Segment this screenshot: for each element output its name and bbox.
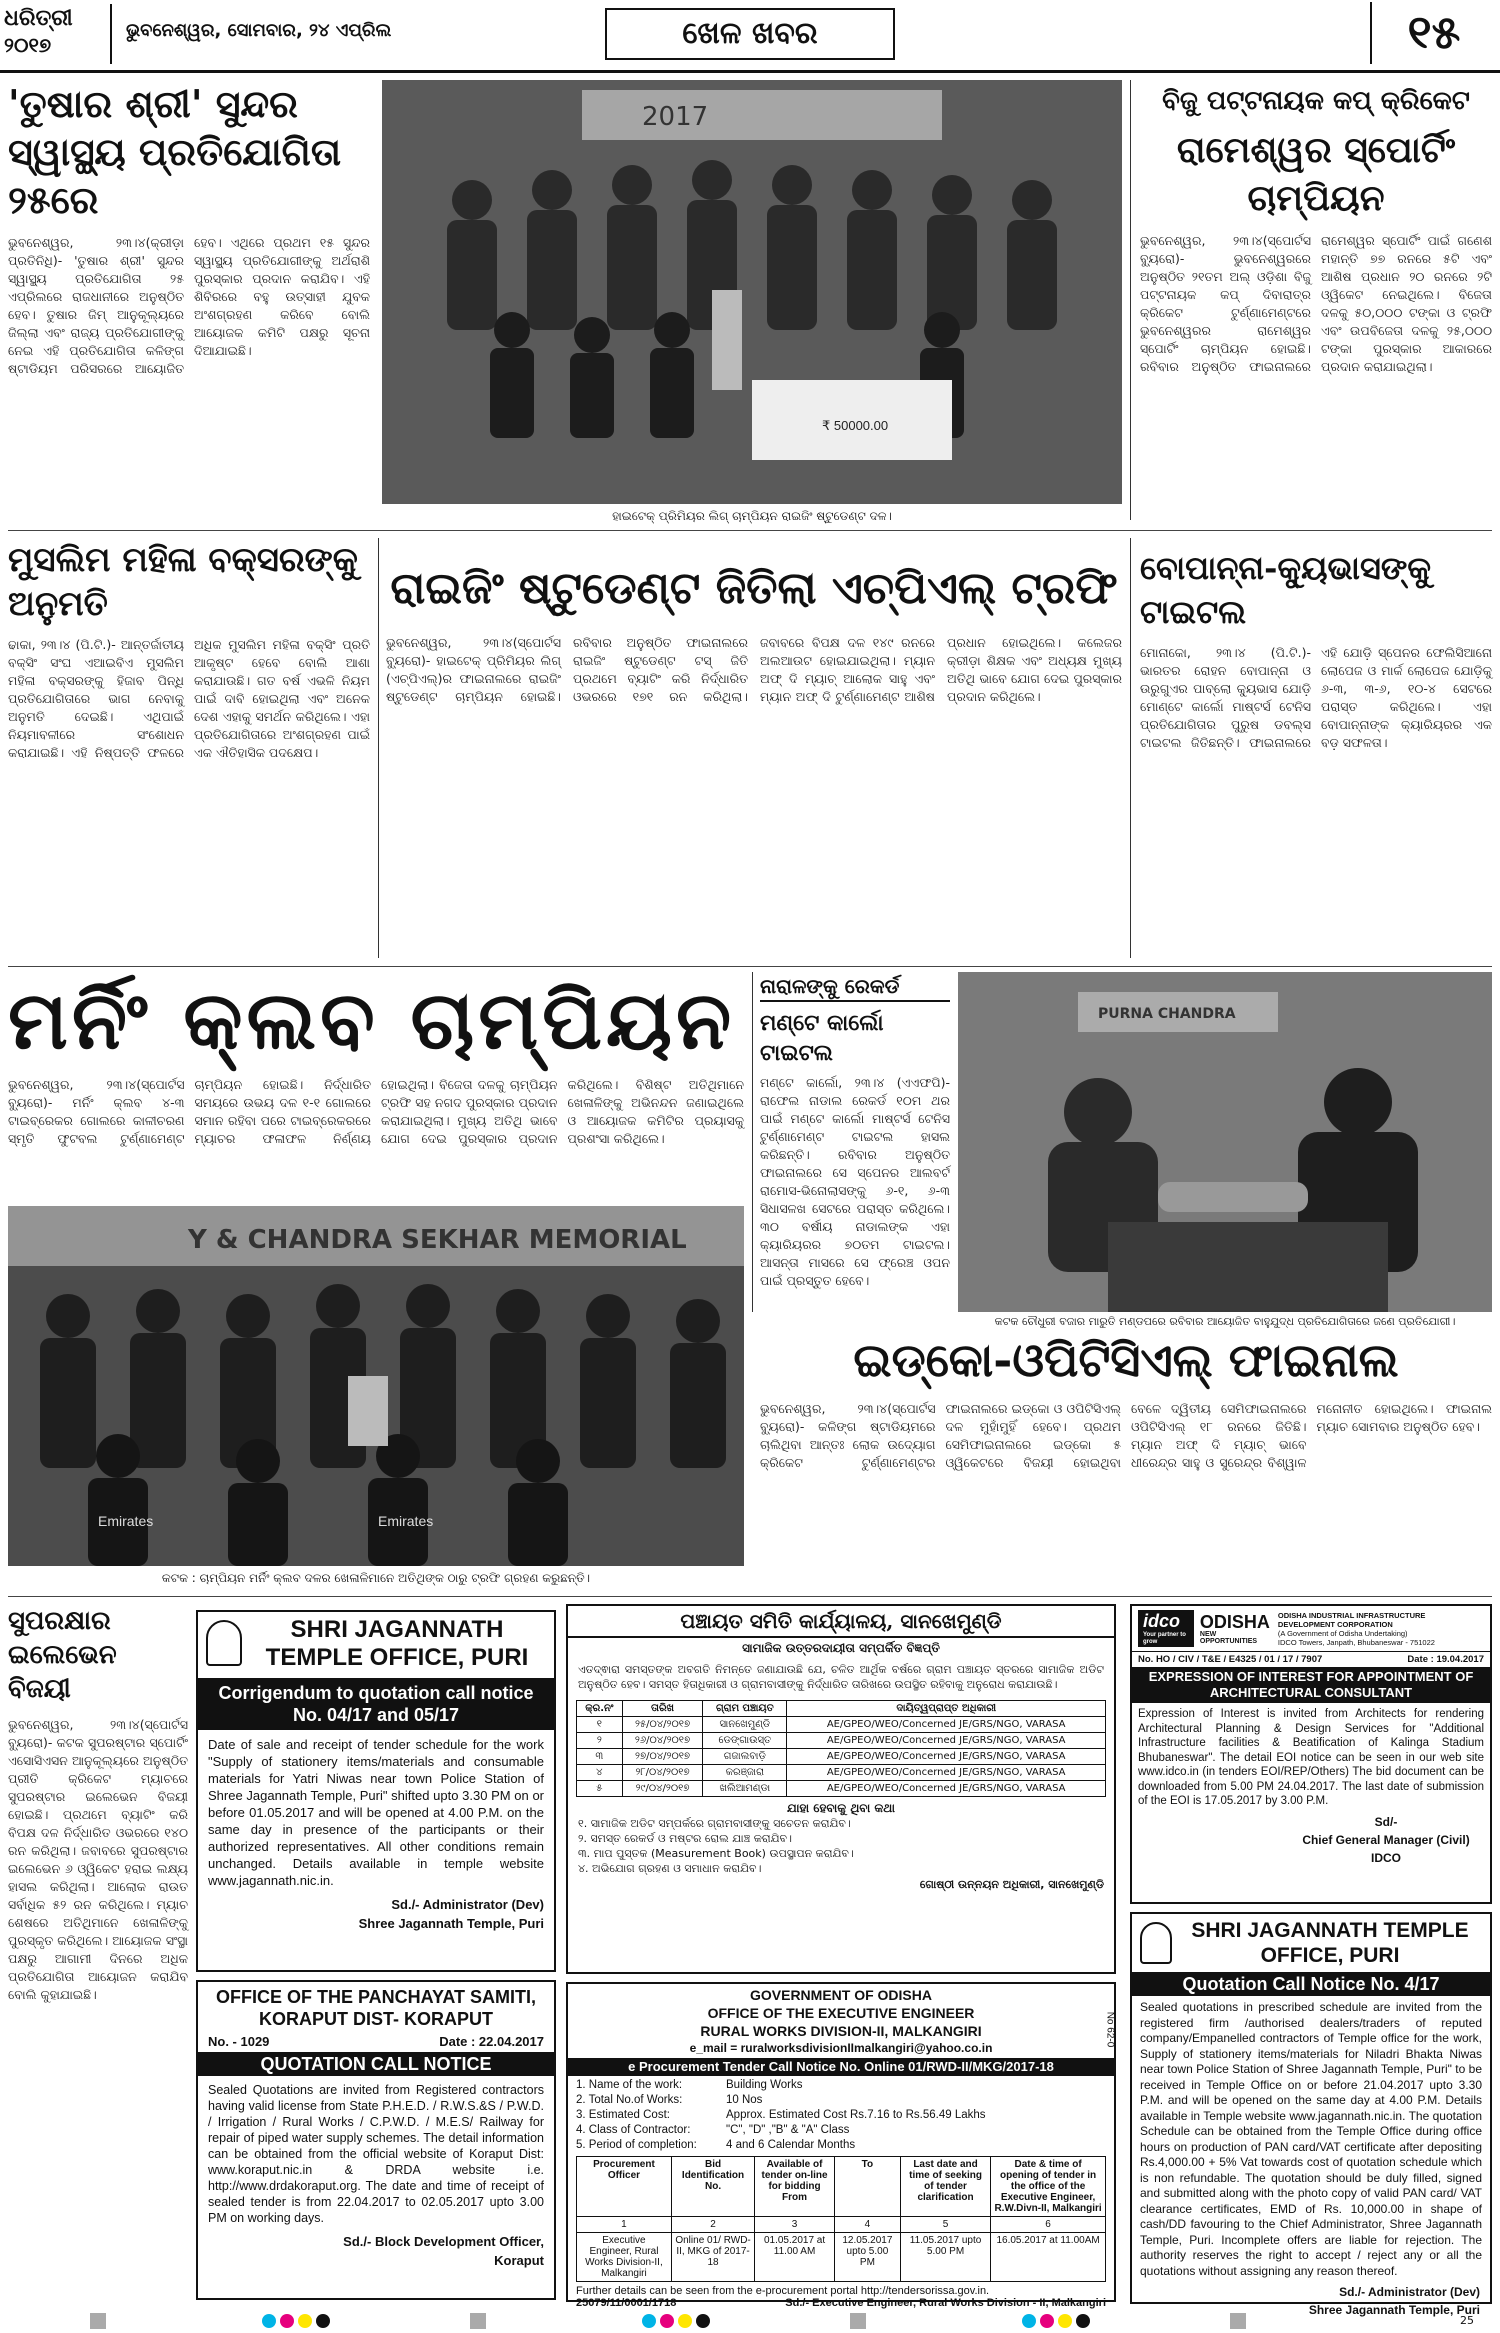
divider xyxy=(8,966,1492,967)
field-label: 2. Total No.of Works: xyxy=(576,2094,683,2106)
ad-notice-bar: Quotation Call Notice No. 4/17 xyxy=(1132,1972,1490,1996)
field-value: 10 Nos xyxy=(726,2094,763,2106)
col-divider xyxy=(1130,80,1131,520)
masthead xyxy=(0,0,1500,70)
table-cell: ୫ xyxy=(577,1781,623,1797)
ad-temple-quotation xyxy=(1130,1912,1492,2317)
ad-meta xyxy=(198,2034,554,2049)
ad-ref: 25079/11/0001/1718 xyxy=(576,2297,677,2309)
newspaper-logo xyxy=(4,4,112,64)
story-nadal xyxy=(760,972,950,1312)
ad-field-row xyxy=(576,2138,1106,2153)
ad-sign: Sd./- Administrator (Dev) xyxy=(391,1897,544,1912)
morning-club-photo xyxy=(8,1206,744,1566)
story-headline: ବୋପାନ୍ନା-କ୍ୟୁଭାସଙ୍କୁ ଟାଇଟଲ xyxy=(1140,549,1431,631)
story-body: ଭୁବନେଶ୍ୱର, ୨୩।୪(ସ୍ପୋର୍ଟସ ବ୍ୟୁରୋ)- କଳିଙ୍ଗ ଷ୍ଟାଡିୟମରେ ଚାଲିଥିବା ଆନ୍ତଃ ଲୋକ ଉଦ୍ୟୋଗ କ୍ରିକେଟ ଟୁର୍ଣ୍ଣାମେଣ୍ଟର ଫାଇନାଲରେ ଇଡ୍‌କୋ ଓ ଓପିଟିସିଏଲ୍ ଦଳ ମୁହାଁମୁହିଁ ହେବେ। ପ୍ରଥମ ସେମିଫାଇନାଲରେ ଇଡ୍‌କୋ ୫ ଓ୍ୱିକେଟରେ ବିଜୟୀ ହୋଇଥିବା ବେଳେ ଦ୍ୱିତୀୟ ସେମିଫାଇନାଲରେ ଓପିଟିସିଏଲ୍ ୧୮ ରନରେ ଜିତିଛି। ମ୍ୟାନ ଅଫ୍ ଦି ମ୍ୟାଚ୍ ଭାବେ ଧୀରେନ୍ଦ୍ର ସାହୁ ଓ ସୁରେନ୍ଦ୍ର ବିଶ୍ୱାଳ ମନୋନୀତ ହୋଇଥିଲେ। ଫାଇନାଲ ମ୍ୟାଚ ସୋମବାର ଅନୁଷ୍ଠିତ ହେବ। xyxy=(760,1401,1492,1470)
table-header: କ୍ର.ନଂ xyxy=(577,1701,623,1717)
ad-title: ପଞ୍ଚାୟତ ସମିତି କାର୍ଯ୍ୟାଳୟ, ସାନଖେମୁଣ୍ଡି xyxy=(568,1606,1114,1638)
ad-sign: Sd./- Administrator (Dev) xyxy=(1339,2285,1480,2299)
photo-content xyxy=(8,1206,744,1566)
story-headline: 'ତୁଷାର ଶ୍ରୀ' ସୁନ୍ଦର ସ୍ୱାସ୍ଥ୍ୟ ପ୍ରତିଯୋଗିତା ୨୫ରେ xyxy=(8,81,342,222)
list-item: ୧. ସାମାଜିକ ଅଡିଟ ସମ୍ପର୍କରେ ଗ୍ରାମବାସୀଙ୍କୁ ସଚେତନ କରାଯିବ। xyxy=(578,1817,851,1830)
photo2-caption: କଟକ : ଚାମ୍ପିୟନ ମର୍ନିଂ କ୍ଲବ ଦଳର ଖେଳାଳିମାନେ ଅତିଥିଙ୍କ ଠାରୁ ଟ୍ରଫି ଗ୍ରହଣ କରୁଛନ୍ତି। xyxy=(161,1571,591,1585)
yellow-mark xyxy=(678,2314,692,2328)
ad-field-row xyxy=(576,2078,1106,2093)
idco-org-sub: (A Government of Odisha Undertaking) xyxy=(1277,1628,1408,1638)
list-item: ୩. ମାପ ପୁସ୍ତକ (Measurement Book) ଉପସ୍ଥାପନ କରାଯିବ। xyxy=(578,1847,854,1860)
odisha-logo-tagline: NEW OPPORTUNITIES xyxy=(1199,1630,1258,1645)
table-row xyxy=(577,1717,1106,1733)
col-divider xyxy=(752,972,753,1312)
table-cell: ୨ xyxy=(577,1733,623,1749)
idco-logo-text: idco xyxy=(1143,1611,1181,1631)
ad-notice-bar: EXPRESSION OF INTEREST FOR APPOINTMENT OF ARCHITECTURAL CONSULTANT xyxy=(1132,1667,1490,1703)
idco-org-block xyxy=(1278,1611,1484,1647)
banner-text: PURNA CHANDRA xyxy=(1098,1006,1236,1022)
story-body: ଭୁବନେଶ୍ୱର, ୨୩।୪(ସ୍ପୋର୍ଟସ ବ୍ୟୁରୋ)- ଭୁବନେଶ୍ୱରରେ ଅନୁଷ୍ଠିତ ୨୧ତମ ଅଲ୍ ଓଡ଼ିଶା ବିଜୁ ପଟ୍ଟନାୟକ କପ୍ ଦିବାରାତ୍ର କ୍ରିକେଟ ଟୁର୍ଣ୍ଣାମେଣ୍ଟରେ ଭୁବନେଶ୍ୱରର ରାମେଶ୍ୱର ସ୍ପୋର୍ଟିଂ ଚାମ୍ପିୟନ ହୋଇଛି। ରବିବାର ଅନୁଷ୍ଠିତ ଫାଇନାଲରେ ରାମେଶ୍ୱର ସ୍ପୋର୍ଟିଂ ପାଇଁ ଗଣେଶ ମହାନ୍ତି ୭୭ ରନରେ ୫ଟି ଏବଂ ଆଶିଷ ପ୍ରଧାନ ୨୦ ରନରେ ୨ଟି ଓ୍ୱିକେଟ ନେଇଥିଲେ। ବିଜେତା ଦଳକୁ ୫୦,୦୦୦ ଟଙ୍କା ଓ ଟ୍ରଫି ଏବଂ ଉପବିଜେତା ଦଳକୁ ୨୫,୦୦୦ ଟଙ୍କା ପୁରସ୍କାର ଆକାରରେ ପ୍ରଦାନ କରାଯାଇଥିଲା। xyxy=(1140,233,1492,374)
story-morning-club xyxy=(8,972,744,1202)
cheque-text: ₹ 50000.00 xyxy=(822,418,889,433)
ad-field-row xyxy=(576,2093,1106,2108)
temple-logo xyxy=(206,1620,242,1666)
yellow-mark xyxy=(1058,2314,1072,2328)
col-divider xyxy=(378,538,379,958)
dateline: ଭୁବନେଶ୍ୱର, ସୋମବାର, ୨୪ ଏପ୍ରିଲ xyxy=(126,20,392,41)
ad-sign: ଗୋଷ୍ଠୀ ଉନ୍ନୟନ ଅଧିକାରୀ, ସାନଖେମୁଣ୍ଡି xyxy=(919,1878,1104,1891)
idco-logo-tagline: Your partner to grow xyxy=(1143,1632,1186,1645)
ad-number: No. HO / CIV / T&E / E4325 / 01 / 17 / 7907 xyxy=(1138,1654,1323,1665)
story-rameswar-sporting xyxy=(1140,84,1492,520)
idco-org-name: ODISHA INDUSTRIAL INFRASTRUCTURE DEVELOPMENT CORPORATION xyxy=(1277,1610,1426,1629)
ad-header: GOVERNMENT OF ODISHA xyxy=(749,1987,932,2003)
table-row xyxy=(577,1749,1106,1765)
divider xyxy=(8,1596,1492,1597)
table-cell: ୧ xyxy=(577,1717,623,1733)
table-cell: 12.05.2017 upto 5.00 PM xyxy=(834,2233,900,2282)
table-cell: ୨୮/୦୪/୨୦୧୭ xyxy=(622,1765,703,1781)
story-body: ମୋନାକୋ, ୨୩।୪ (ପି.ଟି.)- ଭାରତର ରୋହନ ବୋପାନ୍ନା ଓ ଉରୁଗୁଏର ପାବ୍ଲୋ କ୍ୟୁଭାସ ଯୋଡ଼ି ମୋଣ୍ଟେ କାର୍ଲୋ ମାଷ୍ଟର୍ସ ଟେନିସ ପ୍ରତିଯୋଗିତାର ପୁରୁଷ ଡବଲ୍ସ ଟାଇଟଲ ଜିତିଛନ୍ତି। ଫାଇନାଲରେ ଏହି ଯୋଡ଼ି ସ୍ପେନର ଫେଲିସିଆନୋ ଲୋପେଜ ଓ ମାର୍କ ଲୋପେଜ ଯୋଡ଼ିକୁ ୬-୩, ୩-୬, ୧୦-୪ ସେଟରେ ପରାସ୍ତ କରିଥିଲେ। ଏହା ବୋପାନ୍ନାଙ୍କ କ୍ୟାରିୟରର ଏକ ବଡ଼ ସଫଳତା। xyxy=(1140,645,1492,750)
banner-text: 2017 xyxy=(642,102,709,132)
ad-body: Sealed quotations in prescribed schedule are invited from the registered firm /authorised dealers/traders of reputed company/Empanelled contractors of Temple office for the work, Supply of stationery items/materials for Niladri Bhakta Niwas near town Police Station of Shree Jagannath Temple, Puri" to be received in Temple Office on or before 21.04.2017 upto 3.30 P.M. and will be opened on the same day at 4.00 P.M. Details available in Temple website www.jagannath.nic.in. The quotation Schedule can be obtained from the Temple Office during office hours on production of PAN card/VAT certificate after depositing Rs.4,000.00 + 5% Vat towards cost of quotation schedule which is non refundable. The quotation should be duly filled, signed and submitted along with the photo copy of valid PAN card/ VAT clearance certificates, EMD of Rs. 10,000.00 in shape of cash/DD favouring to the Chief Administrator, Shree Jagannath Temple, Puri. Incomplete offers are liable for rejection. The authority reserves the right to accept / reject any or all the quotations without assigning any reason thereof. xyxy=(1140,2000,1482,2278)
ad-meta xyxy=(1132,1652,1490,1667)
black-mark xyxy=(696,2314,710,2328)
table-header: ଦାୟିତ୍ୱପ୍ରାପ୍ତ ଅଧିକାରୀ xyxy=(787,1701,1106,1717)
table-cell: 5 xyxy=(900,2217,990,2233)
photo-content xyxy=(382,80,1122,504)
magenta-mark xyxy=(1040,2314,1054,2328)
table-cell: AE/GPEO/WEO/Concerned JE/GRS/NGO, VARASA xyxy=(787,1749,1106,1765)
table-cell: ସାନଖେମୁଣ୍ଡି xyxy=(703,1717,787,1733)
gray-swatch xyxy=(90,2313,106,2329)
table-cell: AE/GPEO/WEO/Concerned JE/GRS/NGO, VARASA xyxy=(787,1781,1106,1797)
table-cell: ୨୯/୦୪/୨୦୧୭ xyxy=(622,1781,703,1797)
ad-header: RURAL WORKS DIVISION-II, MALKANGIRI xyxy=(700,2023,982,2039)
cyan-mark xyxy=(642,2314,656,2328)
page-number-text: ୧୫ xyxy=(1407,5,1461,59)
table-cell: 6 xyxy=(991,2217,1106,2233)
story-muslim-women-boxers xyxy=(8,538,370,958)
ad-title: SHRI JAGANNATH TEMPLE OFFICE, PURI xyxy=(1191,1919,1469,1967)
story-headline: ସୁପରକ୍ଷାର ଇଲେଭେନ ବିଜୟୀ xyxy=(8,1606,117,1704)
temple-logo xyxy=(1140,1922,1172,1964)
table-header: Bid Identification No. xyxy=(671,2157,754,2217)
ad-body: ଏତଦ୍ଵାରା ସମସ୍ତଙ୍କ ଅବଗତି ନିମନ୍ତେ ଜଣାଯାଉଛି ଯେ, ଚଳିତ ଆର୍ଥିକ ବର୍ଷରେ ଗ୍ରାମ ପଞ୍ଚାୟତ ସ୍ତରରେ ସାମାଜିକ ଅଡିଟ ଅନୁଷ୍ଠିତ ହେବ। ସମସ୍ତ ହିତାଧିକାରୀ ଓ ଗ୍ରାମବାସୀଙ୍କୁ ନିର୍ଦ୍ଧାରିତ ତାରିଖରେ ଉପସ୍ଥିତ ରହିବାକୁ ଅନୁରୋଧ କରାଯାଉଛି। xyxy=(578,1663,1104,1691)
col-divider xyxy=(1130,538,1131,958)
gray-swatch xyxy=(470,2313,486,2329)
story-body: ଢାକା, ୨୩।୪ (ପି.ଟି.)- ଆନ୍ତର୍ଜାତୀୟ ବକ୍ସିଂ ସଂଘ ଏଆଇବିଏ ମୁସଲିମ ମହିଳା ବକ୍ସରଙ୍କୁ ହିଜାବ ପିନ୍ଧି ପ୍ରତିଯୋଗିତାରେ ଭାଗ ନେବାକୁ ଅନୁମତି ଦେଇଛି। ଏଥିପାଇଁ ନିୟମାବଳୀରେ ସଂଶୋଧନ କରାଯାଇଛି। ଏହି ନିଷ୍ପତ୍ତି ଫଳରେ ଅଧିକ ମୁସଲିମ ମହିଳା ବକ୍ସିଂ ପ୍ରତି ଆକୃଷ୍ଟ ହେବେ ବୋଲି ଆଶା କରାଯାଉଛି। ଗତ ବର୍ଷ ଏଭଳି ନିୟମ ପାଇଁ ଦାବି ହୋଇଥିଲା ଏବଂ ଅନେକ ଦେଶ ଏହାକୁ ସମର୍ଥନ କରିଥିଲେ। ଏହା ପ୍ରତିଯୋଗିତାରେ ଅଂଶଗ୍ରହଣ ପାଇଁ ଏକ ଐତିହାସିକ ପଦକ୍ଷେପ। xyxy=(8,637,370,760)
field-value: 4 and 6 Calendar Months xyxy=(726,2139,856,2151)
story-headline: ରାମେଶ୍ୱର ସ୍ପୋର୍ଟିଂ ଚାମ୍ପିୟନ xyxy=(1176,129,1456,219)
masthead-rule xyxy=(0,70,1500,73)
ad-sign: Sd./- Block Development Officer, xyxy=(343,2234,544,2249)
table-cell: AE/GPEO/WEO/Concerned JE/GRS/NGO, VARASA xyxy=(787,1733,1106,1749)
jersey-text: Emirates xyxy=(378,1513,434,1529)
ad-points-title: ଯାହା ହେବାକୁ ଥିବା କଥା xyxy=(787,1801,895,1815)
ad-panchayat-sankhemundi xyxy=(566,1604,1116,1974)
ad-subtitle: ସାମାଜିକ ଉତ୍ତରଦାୟୀତା ସମ୍ପର୍କିତ ବିଜ୍ଞପ୍ତି xyxy=(742,1641,940,1655)
banner-text: Y & CHANDRA SEKHAR MEMORIAL xyxy=(188,1225,687,1255)
story-headline: ରାଇଜିଂ ଷ୍ଟୁଡେଣ୍ଟ ଜିତିଲା ଏଚ୍‌ପିଏଲ୍ ଟ୍ରଫି xyxy=(390,563,1118,614)
field-label: 3. Estimated Cost: xyxy=(576,2109,670,2121)
photo1-caption: ହାଇଟେକ୍ ପ୍ରିମିୟର ଲିଗ୍ ଚାମ୍ପିୟନ ରାଇଜିଂ ଷ୍ଟୁଡେଣ୍ଟ ଦଳ। xyxy=(612,509,892,523)
ad-title: SHRI JAGANNATH TEMPLE OFFICE, PURI xyxy=(265,1616,529,1671)
field-value: Approx. Estimated Cost Rs.7.16 to Rs.56.49 Lakhs xyxy=(726,2109,986,2121)
table-header: Last date and time of seeking of tender clarification xyxy=(900,2157,990,2217)
gray-swatch xyxy=(1230,2313,1246,2329)
ad-sign: Shree Jagannath Temple, Puri xyxy=(1308,2303,1480,2317)
ad-sign: Sd/- xyxy=(1374,1814,1398,1829)
ad-number: No. - 1029 xyxy=(208,2034,270,2049)
arm-wrestling-photo xyxy=(958,972,1492,1312)
list-item: ୨. ସମସ୍ତ ରେକର୍ଡ ଓ ମଷ୍ଟର ରୋଲ ଯାଞ୍ଚ କରାଯିବ। xyxy=(578,1832,792,1845)
ad-idco xyxy=(1130,1604,1492,1904)
story-headline: ଇଡ୍‌କୋ-ଓପିଟିସିଏଲ୍ ଫାଇନାଲ xyxy=(853,1333,1399,1387)
story-body: ମଣ୍ଟେ କାର୍ଲୋ, ୨୩।୪ (ଏଏଫପି)- ରାଫେଲ ନାଡାଲ ରେକର୍ଡ ୧୦ମ ଥର ପାଇଁ ମଣ୍ଟେ କାର୍ଲୋ ମାଷ୍ଟର୍ସ ଟେନିସ ଟୁର୍ଣ୍ଣାମେଣ୍ଟ ଟାଇଟଲ ହାସଲ କରିଛନ୍ତି। ରବିବାର ଅନୁଷ୍ଠିତ ଫାଇନାଲରେ ସେ ସ୍ପେନର ଆଲବର୍ଟ ରାମୋସ-ଭିନୋଲାସଙ୍କୁ ୬-୧, ୬-୩ ସିଧାସଳଖ ସେଟରେ ପରାସ୍ତ କରିଥିଲେ। ୩୦ ବର୍ଷୀୟ ନାଡାଲଙ୍କ ଏହା କ୍ୟାରିୟରର ୭୦ତମ ଟାଇଟଲ। ଆସନ୍ତା ମାସରେ ସେ ଫ୍ରେଞ୍ଚ ଓପନ ପାଇଁ ପ୍ରସ୍ତୁତ ହେବେ। xyxy=(760,1075,950,1288)
table-cell: ଖଲିଆମଣ୍ଡା xyxy=(703,1781,787,1797)
photo-content xyxy=(958,972,1492,1312)
ad-email: e_mail = ruralworksdivisionIImalkangiri@yahoo.co.in xyxy=(689,2041,993,2055)
story-rising-student xyxy=(386,560,1122,958)
ad-sign: Koraput xyxy=(494,2253,544,2268)
tender-table xyxy=(576,2156,1106,2282)
ad-logo-row xyxy=(1132,1606,1490,1652)
section-title xyxy=(605,8,895,60)
table-cell: ୨୭/୦୪/୨୦୧୭ xyxy=(622,1749,703,1765)
field-label: 1. Name of the work: xyxy=(576,2079,683,2091)
story-body: ଭୁବନେଶ୍ୱର, ୨୩।୪(ସ୍ପୋର୍ଟସ ବ୍ୟୁରୋ)- ହାଇଟେକ୍ ପ୍ରିମିୟର ଲିଗ୍ (ଏଚ୍‌ପିଏଲ୍)ର ଫାଇନାଲରେ ରାଇଜିଂ ଷ୍ଟୁଡେଣ୍ଟ ଚାମ୍ପିୟନ ହୋଇଛି। ରବିବାର ଅନୁଷ୍ଠିତ ଫାଇନାଲରେ ରାଇଜିଂ ଷ୍ଟୁଡେଣ୍ଟ ଟସ୍ ଜିତି ପ୍ରଥମେ ବ୍ୟାଟିଂ କରି ନିର୍ଦ୍ଧାରିତ ଓଭରରେ ୧୭୧ ରନ କରିଥିଲା। ଜବାବରେ ବିପକ୍ଷ ଦଳ ୧୪୯ ରନରେ ଅଲଆଉଟ ହୋଇଯାଇଥିଲା। ମ୍ୟାନ ଅଫ୍ ଦି ମ୍ୟାଚ୍ ଆଲୋକ ସାହୁ ଏବଂ ମ୍ୟାନ ଅଫ୍ ଦି ଟୁର୍ଣ୍ଣାମେଣ୍ଟ ଆଶିଷ ପ୍ରଧାନ ହୋଇଥିଲେ। କଲେଜର କ୍ରୀଡ଼ା ଶିକ୍ଷକ ଏବଂ ଅଧ୍ୟକ୍ଷ ମୁଖ୍ୟ ଅତିଥି ଭାବେ ଯୋଗ ଦେଇ ପୁରସ୍କାର ପ୍ରଦାନ କରିଥିଲେ। xyxy=(386,635,1122,704)
black-mark xyxy=(316,2314,330,2328)
divider xyxy=(8,530,1492,531)
table-header: Date & time of opening of tender in the office of the Executive Engineer, R.W.Divn-II, Malkangiri xyxy=(991,2157,1106,2217)
page-number xyxy=(1370,2,1496,64)
ad-notice-bar: Corrigendum to quotation call notice No. 04/17 and 05/17 xyxy=(198,1678,554,1730)
logo-year: ୨୦୧୭ xyxy=(4,33,52,57)
audit-schedule-table xyxy=(576,1700,1106,1797)
table-header: Available of tender on-line for bidding From xyxy=(755,2157,835,2217)
field-value: "C", "D" ,"B" & "A" Class xyxy=(726,2124,850,2136)
footer-page-number: 25 xyxy=(1460,2314,1474,2327)
odisha-logo-text: ODISHA xyxy=(1199,1611,1270,1632)
ad-sign: Chief General Manager (Civil) xyxy=(1302,1832,1470,1847)
story-tushar-shree xyxy=(8,80,370,520)
ad-notice-bar: QUOTATION CALL NOTICE xyxy=(198,2052,554,2076)
table-row xyxy=(577,1765,1106,1781)
table-cell: 01.05.2017 at 11.00 AM xyxy=(755,2233,835,2282)
table-cell: ୪ xyxy=(577,1765,623,1781)
table-cell: 11.05.2017 upto 5.00 PM xyxy=(900,2233,990,2282)
print-registration-strip xyxy=(0,2310,1500,2333)
cyan-mark xyxy=(1022,2314,1036,2328)
field-label: 5. Period of completion: xyxy=(576,2139,697,2151)
table-row xyxy=(577,2217,1106,2233)
table-cell: 16.05.2017 at 11.00AM xyxy=(991,2233,1106,2282)
ad-field-row xyxy=(576,2108,1106,2123)
story-kicker: ନାରାଳଙ୍କୁ ରେକର୍ଡ xyxy=(760,972,950,1002)
story-headline: ମୁସଲିମ ମହିଳା ବକ୍ସରଙ୍କୁ ଅନୁମତି xyxy=(8,540,358,624)
magenta-mark xyxy=(660,2314,674,2328)
team-trophy-photo xyxy=(382,80,1122,504)
ad-rwd-malkangiri xyxy=(566,1982,1116,2309)
photo3-caption: କଟକ ଚୌଧୁରୀ ବଜାର ମାରୁତି ମଣ୍ଡପରେ ରବିବାର ଆୟୋଜିତ ବାହୁଯୁଦ୍ଧ ପ୍ରତିଯୋଗିତାରେ ଜଣେ ପ୍ରତିଯୋଗୀ। xyxy=(994,1315,1456,1328)
ad-body: Date of sale and receipt of tender schedule for the work "Supply of stationery items/materials and consumable materials for Yatri Niwas near town Police Station of Shree Jagannath Temple, Puri" shifted upto 3.30 PM on or before 01.05.2017 and will be opened at 4.00 P.M. on the same day in presence of the participants or their authorized representatives. All other conditions remain unchanged. Details available in temple website www.jagannath.nic.in. xyxy=(208,1737,544,1888)
table-header: ଗ୍ରାମ ପଞ୍ଚାୟତ xyxy=(703,1701,787,1717)
table-cell: ୩ xyxy=(577,1749,623,1765)
list-item: ୪. ଅଭିଯୋଗ ଗ୍ରହଣ ଓ ସମାଧାନ କରାଯିବ। xyxy=(578,1862,762,1875)
ad-date: Date : 22.04.2017 xyxy=(439,2034,544,2049)
ad-title: OFFICE OF THE PANCHAYAT SAMITI, KORAPUT DIST- KORAPUT xyxy=(215,1987,537,2029)
story-body: ଭୁବନେଶ୍ୱର, ୨୩।୪(କ୍ରୀଡ଼ା ପ୍ରତିନିଧି)- 'ତୁଷାର ଶ୍ରୀ' ସୁନ୍ଦର ସ୍ୱାସ୍ଥ୍ୟ ପ୍ରତିଯୋଗିତା ୨୫ ଏପ୍ରିଲରେ ରାଜଧାନୀରେ ଅନୁଷ୍ଠିତ ହେବ। ତୁଷାର ଜିମ୍ ଆନୁକୂଲ୍ୟରେ ଜିଲ୍ଲା ଏବଂ ରାଜ୍ୟ ପ୍ରତିଯୋଗୀଙ୍କୁ ନେଇ ଏହି ପ୍ରତିଯୋଗିତା କଳିଙ୍ଗ ଷ୍ଟାଡିୟମ ପରିସରରେ ଆୟୋଜିତ ହେବ। ଏଥିରେ ପ୍ରଥମ ୧୫ ସୁନ୍ଦର ସ୍ୱାସ୍ଥ୍ୟ ପ୍ରତିଯୋଗୀଙ୍କୁ ଅର୍ଥରାଶି ପୁରସ୍କାର ପ୍ରଦାନ କରାଯିବ। ଏହି ଶିବିରରେ ବହୁ ଉତ୍ସାହୀ ଯୁବକ ଅଂଶଗ୍ରହଣ କରିବେ ବୋଲି ଆୟୋଜକ କମିଟି ପକ୍ଷରୁ ସୂଚନା ଦିଆଯାଇଛି। xyxy=(8,235,370,376)
table-cell: Executive Engineer, Rural Works Division-II, Malkangiri xyxy=(577,2233,672,2282)
yellow-mark xyxy=(298,2314,312,2328)
field-value: Building Works xyxy=(726,2079,803,2091)
ad-footer: Further details can be seen from the e-procurement portal http://tendersorissa.gov.in. xyxy=(576,2285,990,2297)
story-body: ଭୁବନେଶ୍ୱର, ୨୩।୪(ସ୍ପୋର୍ଟସ ବ୍ୟୁରୋ)- କଟକ ସୁପରଷ୍ଟାର ସ୍ପୋର୍ଟିଂ ଏସୋସିଏସନ ଆନୁକୂଲ୍ୟରେ ଅନୁଷ୍ଠିତ ପ୍ରୀତି କ୍ରିକେଟ ମ୍ୟାଚରେ ସୁପରଷ୍ଟାର ଇଲେଭେନ ବିଜୟୀ ହୋଇଛି। ପ୍ରଥମେ ବ୍ୟାଟିଂ କରି ବିପକ୍ଷ ଦଳ ନିର୍ଦ୍ଧାରିତ ଓଭରରେ ୧୪୦ ରନ କରିଥିଲା। ଜବାବରେ ସୁପରଷ୍ଟାର ଇଲେଭେନ ୬ ଓ୍ୱିକେଟ ହରାଇ ଲକ୍ଷ୍ୟ ହାସଲ କରିଥିଲା। ଆଲୋକ ରାଉତ ସର୍ବାଧିକ ୫୨ ରନ କରିଥିଲେ। ମ୍ୟାଚ ଶେଷରେ ଅତିଥିମାନେ ଖେଳାଳିଙ୍କୁ ପୁରସ୍କୃତ କରିଥିଲେ। ଆୟୋଜକ ସଂସ୍ଥା ପକ୍ଷରୁ ଆଗାମୀ ଦିନରେ ଅଧିକ ପ୍ରତିଯୋଗିତା ଆୟୋଜନ କରାଯିବ ବୋଲି କୁହାଯାଇଛି। xyxy=(8,1717,188,2002)
ad-sign: IDCO xyxy=(1371,1850,1401,1865)
table-cell: 3 xyxy=(755,2217,835,2233)
ad-temple-corrigendum xyxy=(196,1610,556,1972)
story-bopanna xyxy=(1140,546,1492,958)
logo-text: ଧରିତ୍ରୀ xyxy=(4,5,73,31)
table-cell: AE/GPEO/WEO/Concerned JE/GRS/NGO, VARASA xyxy=(787,1765,1106,1781)
story-kicker: ବିଜୁ ପଟ୍ଟନାୟକ କପ୍ କ୍ରିକେଟ xyxy=(1162,86,1470,116)
table-cell: AE/GPEO/WEO/Concerned JE/GRS/NGO, VARASA xyxy=(787,1717,1106,1733)
section-title-text: ଖେଳ ଖବର xyxy=(682,16,818,51)
ad-date: Date : 19.04.2017 xyxy=(1407,1654,1484,1665)
story-headline: ମଣ୍ଟେ କାର୍ଲୋ ଟାଇଟଲ xyxy=(760,1010,884,1066)
story-idco-optcl xyxy=(760,1330,1492,1570)
ad-body: Sealed Quotations are invited from Registered contractors having valid license from State P.H.E.D. / R.W.S.&S / P.W.D. / Irrigation / Rural Works / C.P.W.D. / M.E.S/ Railway for repair of piped water supply schemes. The detail information can be obtained from the official website of Koraput Dist: www.koraput.nic.in & DRDA website i.e. http://www.drdakoraput.org. The date and time of receipt of sealed tender is from 22.04.2017 to 02.05.2017 upto 3.00 PM on working days. xyxy=(208,2083,544,2225)
table-cell: 4 xyxy=(834,2217,900,2233)
table-header: ତାରିଖ xyxy=(622,1701,703,1717)
table-row xyxy=(577,2233,1106,2282)
field-label: 4. Class of Contractor: xyxy=(576,2124,691,2136)
ad-header: OFFICE OF THE EXECUTIVE ENGINEER xyxy=(707,2005,975,2021)
ad-body: Expression of Interest is invited from Architects for rendering Architectural Planning & Design Services for "Additional Infrastructure facilities & Beatification of Kalinga Stadium Bhubaneswar". The detail EOI notice can be seen in our web site www.idco.in (in tenders EOI/REP/Others) The bid document can be downloaded from 5.00 PM 24.04.2017. The last date of submission of the EOI is 17.05.2017 by 3.00 P.M. xyxy=(1138,1708,1484,1807)
ad-sign: Shree Jagannath Temple, Puri xyxy=(358,1916,544,1931)
ad-notice-bar: e Procurement Tender Call Notice No. Online 01/RWD-II/MKG/2017-18 xyxy=(568,2058,1114,2076)
ad-koraput xyxy=(196,1980,556,2300)
ad-footer-row xyxy=(568,2297,1114,2309)
table-cell: Online 01/ RWD-II, MKG of 2017-18 xyxy=(671,2233,754,2282)
table-cell: କରଞ୍ଜାରା xyxy=(703,1765,787,1781)
cyan-mark xyxy=(262,2314,276,2328)
table-cell: ଡେଙ୍ଗାଉସ୍ତ xyxy=(703,1733,787,1749)
table-cell: ଗଜାଲବାଡ଼ି xyxy=(703,1749,787,1765)
magenta-mark xyxy=(280,2314,294,2328)
story-headline: ମର୍ନିଂ କ୍ଲବ ଚାମ୍ପିୟନ xyxy=(8,973,736,1067)
table-header: Procurement Officer xyxy=(577,2157,672,2217)
idco-org-address: IDCO Towers, Janpath, Bhubaneswar - 751022 xyxy=(1277,1637,1435,1647)
table-cell: ୨୬/୦୪/୨୦୧୭ xyxy=(622,1733,703,1749)
ad-points xyxy=(568,1816,1114,1876)
jersey-text: Emirates xyxy=(98,1513,154,1529)
gray-swatch xyxy=(850,2313,866,2329)
ad-sign: Sd./- Executive Engineer, Rural Works Division - II, Malkangiri xyxy=(785,2297,1106,2309)
black-mark xyxy=(1076,2314,1090,2328)
odisha-logo xyxy=(1200,1613,1270,1645)
table-cell: ୨୫/୦୪/୨୦୧୭ xyxy=(622,1717,703,1733)
story-body: ଭୁବନେଶ୍ୱର, ୨୩।୪(ସ୍ପୋର୍ଟସ ବ୍ୟୁରୋ)- ମର୍ନିଂ କ୍ଲବ ୪-୩ ଟାଇବ୍ରେକର ଗୋଲରେ କାଳୀଚରଣ ସ୍ମୃତି ଫୁଟବଲ ଟୁର୍ଣ୍ଣାମେଣ୍ଟ ଚାମ୍ପିୟନ ହୋଇଛି। ନିର୍ଦ୍ଧାରିତ ସମୟରେ ଉଭୟ ଦଳ ୧-୧ ଗୋଲରେ ସମାନ ରହିବା ପରେ ଟାଇବ୍ରେକରରେ ମ୍ୟାଚର ଫଳାଫଳ ନିର୍ଣ୍ଣୟ ହୋଇଥିଲା। ବିଜେତା ଦଳକୁ ଚାମ୍ପିୟନ ଟ୍ରଫି ସହ ନଗଦ ପୁରସ୍କାର ପ୍ରଦାନ କରାଯାଇଥିଲା। ମୁଖ୍ୟ ଅତିଥି ଭାବେ ଯୋଗ ଦେଇ ପୁରସ୍କାର ପ୍ରଦାନ କରିଥିଲେ। ବିଶିଷ୍ଟ ଅତିଥିମାନେ ଖେଳାଳିଙ୍କୁ ଅଭିନନ୍ଦନ ଜଣାଇଥିଲେ ଓ ଆୟୋଜକ କମିଟିର ପ୍ରୟାସକୁ ପ୍ରଶଂସା କରିଥିଲେ। xyxy=(8,1077,744,1146)
ad-field-row xyxy=(576,2123,1106,2138)
table-row xyxy=(577,1733,1106,1749)
ad-fields xyxy=(568,2078,1114,2153)
ad-side-number: No 62-0 xyxy=(1104,2011,1116,2048)
table-cell: 2 xyxy=(671,2217,754,2233)
table-cell: 1 xyxy=(577,2217,672,2233)
story-superstar-eleven xyxy=(8,1604,188,2304)
idco-logo xyxy=(1138,1610,1194,1647)
table-header: To xyxy=(834,2157,900,2217)
table-row xyxy=(577,1781,1106,1797)
